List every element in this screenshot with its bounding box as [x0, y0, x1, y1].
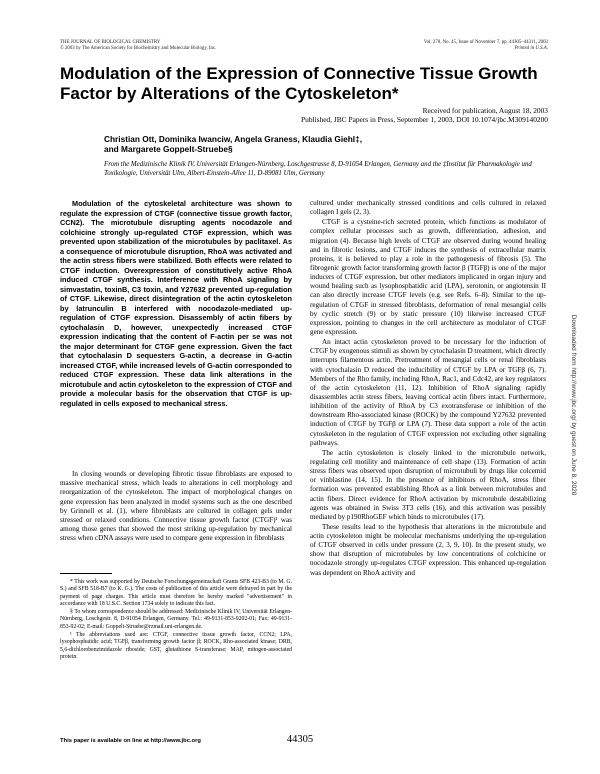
correspondence-footnote: § To whom correspondence should be addressed: Medizinische Klinik IV, Universität Erlangen-Nürnberg, Loschgestr. 8, D-91054 Erlangen, Germany. Tel.: 49-9131-853-9202-01; Fax: 49-9131-853-92-02; E-mail: Goppelt-Struebe@rzmail.uni-erlangen.de.	[60, 609, 292, 630]
abbreviations-footnote: ¹ The abbreviations used are: CTGF, connective tissue growth factor, CCN2; LPA, lysophosphatidic acid; TGFβ, transforming growth factor β; ROCK, Rho-associated kinase; DRB, 5,6-dichlorobenzimidazole riboside; GST, glutathione S-transferase; MAP, mitogen-associated protein.	[60, 632, 292, 660]
published-line: Published, JBC Papers in Press, September 1, 2003, DOI 10.1074/jbc.M309140200	[301, 115, 548, 125]
intro-paragraph: In closing wounds or developing fibrotic tissue fibroblasts are exposed to massive mechanical stress, which leads to alterations in cell morphology and reorganization of the cytoskeleton. The impact of morphological changes on gene expression has been analyzed in model systems such as the one described by Grinnell et al. (1), where fibroblasts are cultured in collagen gels under stressed or relaxed conditions. Connective tissue growth factor (CTGF)¹ was among those genes that showed the most striking up-regulation by mechanical stress when cDNA assays were used to compare gene expression in fibroblasts	[60, 470, 292, 543]
printed-line: Printed in U.S.A.	[514, 46, 548, 51]
footnote-divider	[60, 573, 112, 574]
page-number: 44305	[286, 734, 314, 745]
journal-header-right	[360, 40, 548, 52]
body-paragraph: These results lead to the hypothesis that alterations in the microtubule and actin cytoskeleton might be molecular mechanisms underlying the up-regulation of CTGF observed in cells under pressure (2, 3, 9, 10). In the present study, we show that disruption of microtubules by low concentrations of colchicine or nocodazole strongly up-regulates CTGF expression. This enhanced up-regulation was dependent on RhoA activity and	[310, 522, 546, 577]
body-paragraph: CTGF is a cysteine-rich secreted protein, which functions as modulator of complex cellular processes such as growth, differentiation, adhesion, and migration (4). Because high levels of CTGF are observed during wound healing and in fibrotic lesions, and CTGF induces the synthesis of extracellular matrix proteins, it is believed to play a role in the pathogenesis of fibrosis (5). The fibrogenic growth factor transforming growth factor β (TGFβ) is one of the major inducers of CTGF expression, but other mediators implicated in organ injury and wound healing such as lysophosphatidic acid (LPA), serotonin, or angiotensin II can also directly increase CTGF levels (e.g. see Refs. 6–8). Similar to the up-regulation of CTGF in stressed fibroblasts, deformation of renal mesangial cells by cyclic stretch (9) or by static pressure (10) likewise increased CTGF expression, pointing to changes in the cell architecture as modulator of CTGF gene expression.	[310, 218, 546, 336]
right-column	[310, 199, 546, 579]
download-watermark-wrap	[568, 230, 578, 580]
online-availability: This paper is available on line at http://www.jbc.org	[60, 738, 201, 744]
body-paragraph: An intact actin cytoskeleton proved to be necessary for the induction of CTGF by exogenous stimuli as shown by cytochalasin D treatment, which directly interrupts filamentous actin. Pretreatment of mesangial cells or renal fibroblasts with cytochalasin D reduced the inducibility of CTGF by LPA or TGFβ (6, 7). Members of the Rho family, including RhoA, Rac1, and Cdc42, are key regulators of the actin cytoskeleton (11, 12). Inhibition of RhoA signaling rapidly disassembles actin stress fibers, leaving cortical actin fibers intact. Furthermore, inhibition of the activity of RhoA by C3 exotransferase or inhibition of the downstream Rho-associated kinase (ROCK) by the compound Y27632 prevented induction of CTGF by TGFβ or LPA (7). These data support a role of the actin cytoskeleton in the regulation of CTGF expression not excluding other signaling pathways.	[310, 338, 546, 447]
author-list	[104, 134, 548, 155]
article-title: Modulation of the Expression of Connective Tissue Growth Factor by Alterations of the Cytoskeleton*	[60, 64, 538, 103]
publication-history	[60, 106, 548, 125]
funding-footnote: * This work was supported by Deutsche Forschungsgemeinschaft Grants SFB 423-B3 (to M. G. S.) and SFB 518-B7 (to K. G.). The costs of publication of this article were defrayed in part by the payment of page charges. This article must therefore be hereby marked "advertisement" in accordance with 18 U.S.C. Section 1734 solely to indicate this fact.	[60, 579, 292, 607]
body-paragraph: The actin cytoskeleton is closely linked to the microtubule network, regulating cell motility and maintenance of cell shape (13). Formation of actin stress fibers was observed upon disruption of microtubuli by drugs like colcemid or vinblastine (14, 15). In the presence of inhibitors of RhoA, stress fiber formation was prevented establishing RhoA as a link between microtubules and actin fibers. Direct evidence for RhoA activation by microtubule destabilizing agents was obtained in Swiss 3T3 cells (16), and this activation was possibly mediated by p190RhoGEF which binds to microtubules (17).	[310, 448, 546, 521]
issue-line: Vol. 278, No. 45, Issue of November 7, pp. 44305–44311, 2003	[423, 40, 548, 45]
download-watermark: Downloaded from http://www.jbc.org/ by guest on June 8, 2020	[570, 314, 577, 496]
journal-header-left	[60, 40, 320, 52]
footnotes	[60, 579, 292, 662]
copyright-line: © 2003 by The American Society for Biochemistry and Molecular Biology, Inc.	[60, 46, 217, 51]
authors-line-1: Christian Ott, Dominika Iwanciw, Angela Graness, Klaudia Giehl‡,	[104, 134, 363, 144]
abstract: Modulation of the cytoskeletal architecture was shown to regulate the expression of CTGF (connective tissue growth factor, CCN2). The microtubule disrupting agents nocodazole and colchicine strongly up-regulated CTGF expression, which was prevented upon stabilization of the microtubules by paclitaxel. As a consequence of microtubule disruption, RhoA was activated and the actin stress fibers were stabilized. Both effects were related to CTGF induction. Overexpression of constitutively active RhoA induced CTGF synthesis. Interference with RhoA signaling by simvastatin, toxinB, C3 toxin, and Y27632 prevented up-regulation of CTGF. Likewise, direct disintegration of the actin cytoskeleton by latrunculin B interfered with nocodazole-mediated up-regulation of CTGF expression. Disassembly of actin fibers by cytochalasin D, however, unexpectedly increased CTGF expression indicating that the content of F-actin per se was not the major determinant for CTGF gene expression. Given the fact that cytochalasin D sequesters G-actin, a decrease in G-actin increased CTGF, while increased levels of G-actin corresponded to reduced CTGF expression. These data link alterations in the microtubule and actin cytoskeleton to the expression of CTGF and provide a molecular basis for the observation that CTGF is up-regulated in cells exposed to mechanical stress.	[60, 199, 292, 408]
body-paragraph: cultured under mechanically stressed conditions and cells cultured in relaxed collagen I gels (2, 3).	[310, 199, 546, 217]
authors-line-2: and Margarete Goppelt-Struebe§	[104, 144, 233, 155]
received-date: Received for publication, August 18, 2003	[422, 106, 548, 115]
journal-name: THE JOURNAL OF BIOLOGICAL CHEMISTRY	[60, 40, 161, 45]
affiliation: From the Medizinische Klinik IV, Universität Erlangen-Nürnberg, Loschgestrasse 8, D-91054 Erlangen, Germany and the ‡Institut für Pharmakologie und Toxikologie, Universität Ulm, Albert-Einstein-Allee 11, D-89081 Ulm, Germany	[104, 161, 532, 178]
